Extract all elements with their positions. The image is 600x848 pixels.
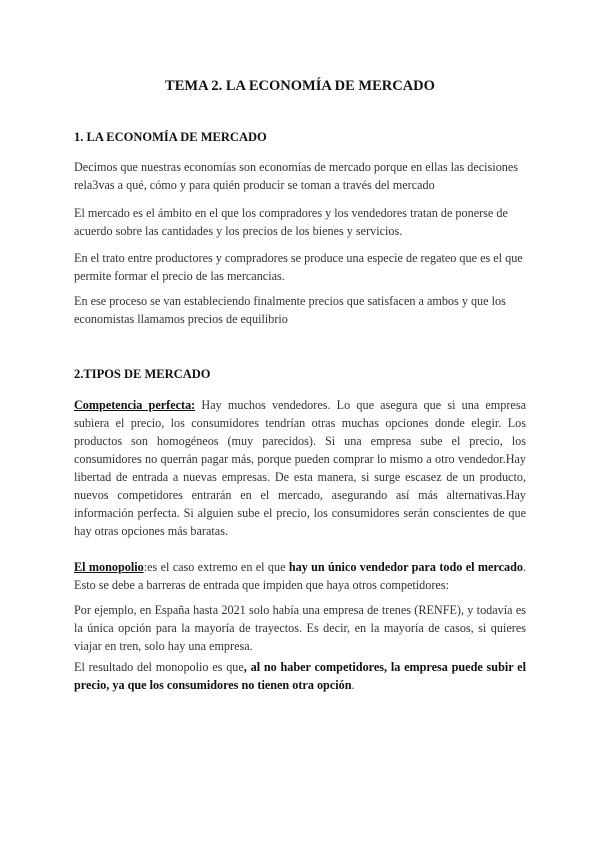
term-monopoly: El monopolio bbox=[74, 560, 144, 574]
paragraph-example-renfe: Por ejemplo, en España hasta 2021 solo había una empresa de trenes (RENFE), y todavía es la única opción para la mayoría de trayectos. Es decir, en la mayoría de casos, si quieres viajar en tren, solo hay una empresa. bbox=[74, 603, 526, 653]
paragraph-monopoly-result bbox=[74, 658, 526, 694]
section-2-heading: 2.TIPOS DE MERCADO bbox=[74, 367, 211, 381]
monopoly-text-b: . Esto se debe a barreras de entrada que impiden que haya otros competidores: bbox=[74, 560, 526, 592]
perfect-competition-text: Hay muchos vendedores. Lo que asegura que si una empresa subiera el precio, los consumidores tendrían otras muchas opciones donde elegir. Los productos son homogéneos (muy parecidos). Si una empresa sube el precio, los consumidores no querrán pagar más, porque pueden comprar lo mismo a otro vendedor.Hay libertad de entrada a nuevas empresas. De esta manera, si surge escasez de un producto, nuevos competidores entrarán en el mercado, asegurando así más alternativas.Hay información perfecta. Si alguien sube el precio, los consumidores serán conscientes de que hay otras opciones más baratas. bbox=[74, 398, 526, 538]
section-1-heading: 1. LA ECONOMÍA DE MERCADO bbox=[74, 130, 267, 144]
paragraph-equilibrium: En ese proceso se van estableciendo finalmente precios que satisfacen a ambos y que los economistas llamamos precios de equilibrio bbox=[74, 294, 506, 326]
result-text-a: El resultado del monopolio es que bbox=[74, 660, 244, 674]
term-perfect-competition: Competencia perfecta: bbox=[74, 398, 196, 412]
paragraph-bargaining: En el trato entre productores y compradores se produce una especie de regateo que es el que permite formar el precio de las mercancias. bbox=[74, 251, 523, 283]
result-text-b: . bbox=[351, 678, 355, 692]
paragraph-market-economy: Decimos que nuestras economías son economías de mercado porque en ellas las decisiones rela3vas a qué, cómo y para quién producir se toman a través del mercado bbox=[74, 160, 519, 192]
monopoly-text-a: :es el caso extremo en el que bbox=[143, 560, 289, 574]
page-title: TEMA 2. LA ECONOMÍA DE MERCADO bbox=[165, 78, 435, 94]
paragraph-market-definition: El mercado es el ámbito en el que los compradores y los vendedores tratan de ponerse de acuerdo sobre las cantidades y los precios de los bienes y servicios. bbox=[74, 206, 508, 238]
result-bold: , al no haber competidores, la empresa puede subir el precio, ya que los consumidores no tienen otra opción bbox=[74, 660, 526, 692]
paragraph-perfect-competition bbox=[74, 396, 526, 540]
monopoly-bold: hay un único vendedor para todo el mercado bbox=[288, 560, 523, 574]
paragraph-monopoly bbox=[74, 558, 526, 594]
